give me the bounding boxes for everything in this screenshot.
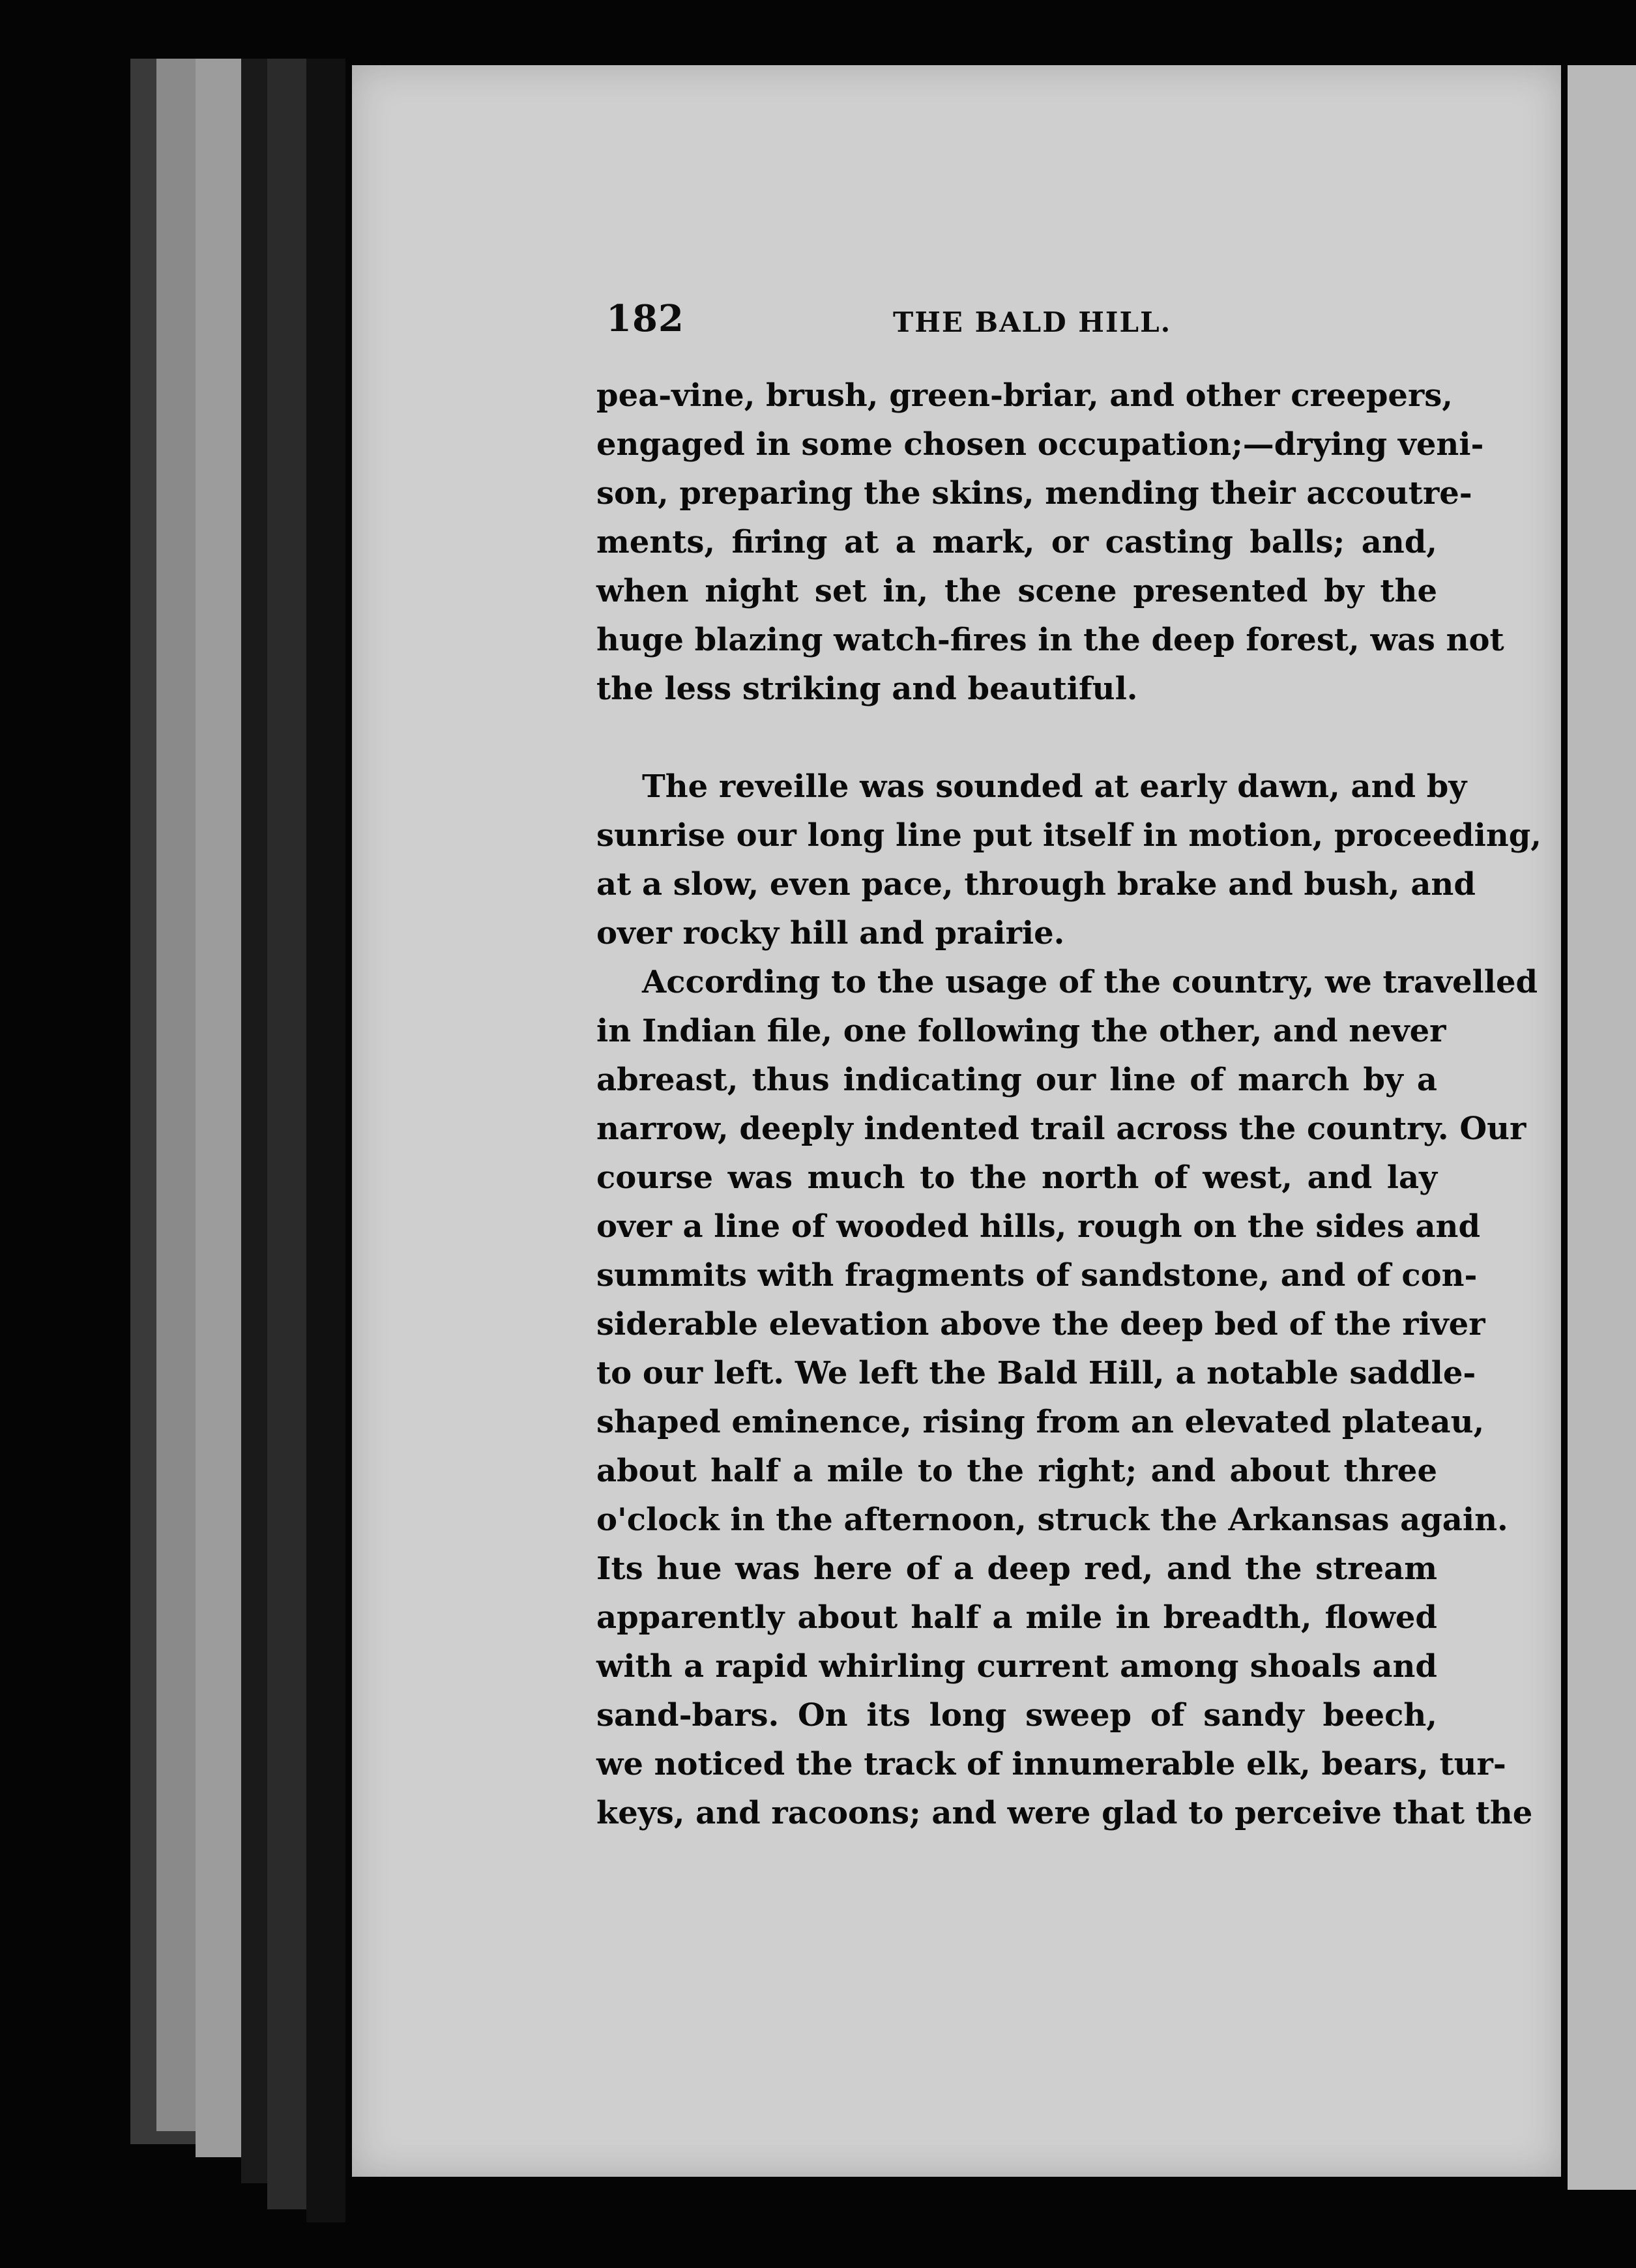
text-line: over rocky hill and prairie.: [596, 915, 1065, 952]
text-line: at a slow, even pace, through brake and bush, and: [596, 866, 1476, 903]
text-line: narrow, deeply indented trail across the country. Our: [596, 1111, 1526, 1147]
text-line: siderable elevation above the deep bed of the river: [596, 1306, 1485, 1343]
paragraph-gap: [596, 714, 1437, 763]
paragraph: [596, 763, 1542, 958]
text-line: keys, and racoons; and were glad to perceive that the: [596, 1795, 1533, 1831]
text-line: According to the usage of the country, we travelled: [642, 964, 1538, 1000]
book-spine-edge: [196, 59, 241, 2157]
text-line: abreast, thus indicating our line of march by a: [596, 1062, 1437, 1098]
text-line: o'clock in the afternoon, struck the Arkansas again.: [596, 1502, 1508, 1538]
text-line: sand-bars. On its long sweep of sandy beech,: [596, 1697, 1437, 1734]
body-text: [596, 371, 1542, 1838]
book-spine-edge: [241, 59, 267, 2183]
facing-page-edge: [1568, 65, 1636, 2190]
running-head: [606, 297, 1447, 349]
text-line: with a rapid whirling current among shoals and: [596, 1648, 1437, 1685]
text-line: sunrise our long line put itself in motion, proceeding,: [596, 817, 1542, 854]
text-line: over a line of wooded hills, rough on the sides and: [596, 1208, 1480, 1245]
text-line: The reveille was sounded at early dawn, and by: [642, 768, 1467, 805]
text-line: about half a mile to the right; and about three: [596, 1453, 1437, 1489]
text-line: the less striking and beautiful.: [596, 671, 1138, 707]
text-line: Its hue was here of a deep red, and the stream: [596, 1550, 1437, 1587]
text-line: shaped eminence, rising from an elevated plateau,: [596, 1404, 1485, 1440]
paragraph: [596, 371, 1504, 714]
text-line: in Indian file, one following the other, and never: [596, 1013, 1446, 1049]
text-line: apparently about half a mile in breadth, flowed: [596, 1599, 1437, 1636]
text-line: course was much to the north of west, and lay: [596, 1159, 1437, 1196]
text-line: pea-vine, brush, green-briar, and other creepers,: [596, 377, 1453, 414]
text-line: we noticed the track of innumerable elk, bears, tur-: [596, 1746, 1506, 1782]
text-line: engaged in some chosen occupation;—drying veni-: [596, 426, 1484, 463]
page-number: 182: [606, 297, 684, 340]
text-line: when night set in, the scene presented by the: [596, 573, 1437, 609]
text-line: summits with fragments of sandstone, and of con-: [596, 1257, 1478, 1294]
book-spine-edge: [267, 59, 306, 2209]
text-line: to our left. We left the Bald Hill, a notable saddle-: [596, 1355, 1476, 1391]
text-line: huge blazing watch-fires in the deep forest, was not: [596, 622, 1504, 658]
book-spine-edge: [306, 59, 345, 2222]
text-line: son, preparing the skins, mending their accoutre-: [596, 475, 1472, 512]
text-line: ments, firing at a mark, or casting balls; and,: [596, 524, 1437, 560]
paragraph: [596, 958, 1538, 1838]
running-title: THE BALD HILL.: [893, 306, 1172, 338]
